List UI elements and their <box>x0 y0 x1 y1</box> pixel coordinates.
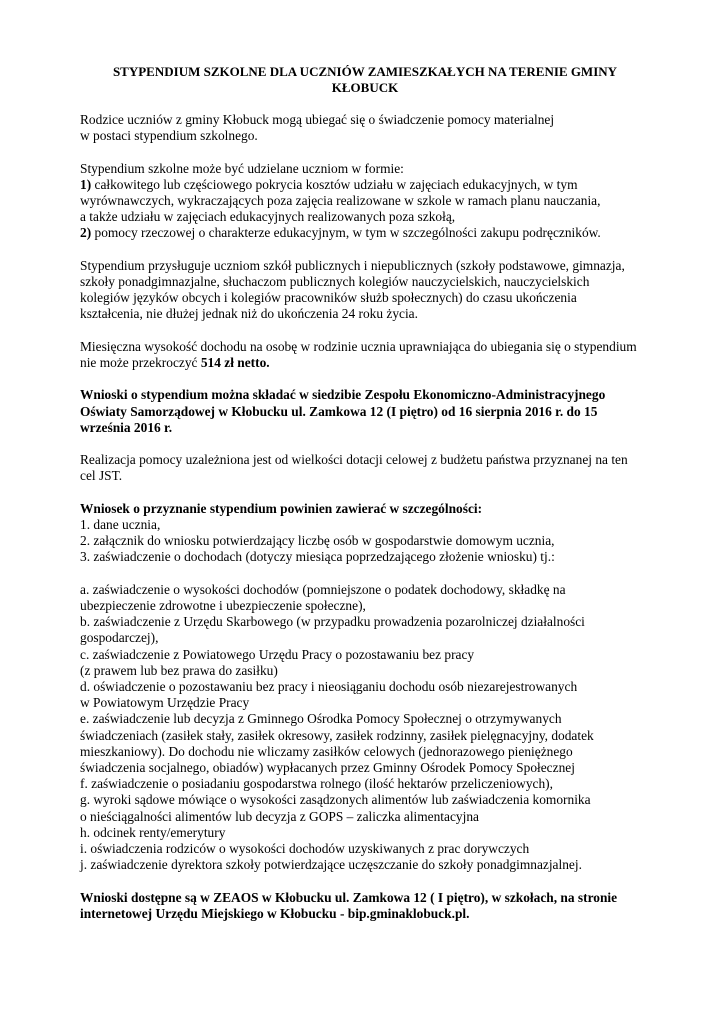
funding-line: Realizacja pomocy uzależniona jest od wielkości dotacji celowej z budżetu państwa przyznanej na ten <box>80 452 628 468</box>
forms-item-2-number: 2) <box>80 225 92 241</box>
documents-list <box>80 582 650 874</box>
eligibility-line: kształcenia, nie dłużej jednak niż do ukończenia 24 roku życia. <box>80 306 418 322</box>
eligibility-line: kolegiów języków obcych i kolegiów pracowników służb społecznych) do czasu ukończenia <box>80 290 577 306</box>
documents-line: d. oświadczenie o pozostawaniu bez pracy i nieosiąganiu dochodu osób niezarejestrowanych <box>80 679 578 694</box>
documents-line: (z prawem lub bez prawa do zasiłku) <box>80 662 278 678</box>
funding-paragraph <box>80 452 650 484</box>
application-item: 3. zaświadczenie o dochodach (dotyczy miesiąca poprzedzającego złożenie wniosku) tj.: <box>80 549 555 565</box>
income-limit-amount: 514 zł netto. <box>200 355 270 370</box>
title-line-2: KŁOBUCK <box>331 80 399 95</box>
application-heading: Wniosek o przyznanie stypendium powinien zawierać w szczególności: <box>80 500 483 516</box>
funding-line: cel JST. <box>80 468 123 484</box>
documents-line: o nieściągalności alimentów lub decyzja z GOPS – zaliczka alimentacyjna <box>80 808 479 824</box>
documents-line: a. zaświadczenie o wysokości dochodów (pomniejszone o podatek dochodowy, składkę na <box>80 581 566 597</box>
documents-line: i. oświadczenia rodziców o wysokości dochodów uzyskiwanych z prac dorywczych <box>80 841 530 857</box>
documents-line: mieszkaniowy). Do dochodu nie wliczamy zasiłków celowych (jednorazowego pieniężnego <box>80 743 573 759</box>
application-item: 2. załącznik do wniosku potwierdzający liczbę osób w gospodarstwie domowym ucznia, <box>80 533 555 549</box>
intro-paragraph <box>80 112 650 144</box>
income-limit-line <box>80 355 650 371</box>
document-page <box>80 64 650 922</box>
documents-line: gospodarczej), <box>80 630 159 646</box>
availability-paragraph <box>80 890 650 922</box>
forms-item-1-cont: a także udziału w zajęciach edukacyjnych realizowanych poza szkołą, <box>80 209 456 225</box>
forms-item-1-text: całkowitego lub częściowego pokrycia kosztów udziału w zajęciach edukacyjnych, w tym <box>91 176 578 192</box>
documents-line: f. zaświadczenie o posiadaniu gospodarstwa rolnego (ilość hektarów przeliczeniowych), <box>80 776 553 792</box>
documents-line: j. zaświadczenie dyrektora szkoły potwierdzające uczęszczanie do szkoły ponadgimnazjalnej. <box>80 857 582 873</box>
documents-line: c. zaświadczenie z Powiatowego Urzędu Pracy o pozostawaniu bez pracy <box>80 646 475 662</box>
forms-paragraph <box>80 161 650 242</box>
documents-line: świadczeniach (zasiłek stały, zasiłek okresowy, zasiłek rodzinny, zasiłek pielęgnacyjny, dodatek <box>80 727 594 743</box>
documents-line: h. odcinek renty/emerytury <box>80 824 226 840</box>
income-limit-text: nie może przekroczyć <box>80 355 201 370</box>
intro-line: w postaci stypendium szkolnego. <box>80 128 258 144</box>
eligibility-paragraph <box>80 258 650 323</box>
forms-heading: Stypendium szkolne może być udzielane uczniom w formie: <box>80 160 404 176</box>
availability-line: internetowej Urzędu Miejskiego w Kłobucku - bip.gminaklobuck.pl. <box>80 905 470 921</box>
forms-item-1-cont: wyrównawczych, wykraczających poza zajęcia realizowane w szkole w ramach planu nauczania, <box>80 193 601 208</box>
application-item: 1. dane ucznia, <box>80 516 161 532</box>
document-title <box>80 64 650 96</box>
submission-line: Oświaty Samorządowej w Kłobucku ul. Zamkowa 12 (I piętro) od 16 sierpnia 2016 r. do 15 <box>80 403 598 419</box>
income-line: Miesięczna wysokość dochodu na osobę w rodzinie ucznia uprawniająca do ubiegania się o stypendium <box>80 338 637 354</box>
forms-item-1 <box>80 177 650 193</box>
forms-item-2-text: pomocy rzeczowej o charakterze edukacyjnym, w tym w szczególności zakupu podręczników. <box>91 225 601 241</box>
documents-line: świadczenia socjalnego, obiadów) wypłacanych przez Gminny Ośrodek Pomocy Społecznej <box>80 760 575 776</box>
forms-item-2 <box>80 225 650 241</box>
documents-line: g. wyroki sądowe mówiące o wysokości zasądzonych alimentów lub zaświadczenia komornika <box>80 792 591 808</box>
intro-line: Rodzice uczniów z gminy Kłobuck mogą ubiegać się o świadczenie pomocy materialnej <box>80 112 555 127</box>
income-paragraph <box>80 339 650 371</box>
documents-line: e. zaświadczenie lub decyzja z Gminnego Ośrodka Pomocy Społecznej o otrzymywanych <box>80 711 562 727</box>
forms-item-1-number: 1) <box>80 176 92 192</box>
availability-line: Wnioski dostępne są w ZEAOS w Kłobucku ul. Zamkowa 12 ( I piętro), w szkołach, na stronie <box>80 889 618 905</box>
application-paragraph <box>80 501 650 566</box>
submission-line: Wnioski o stypendium można składać w siedzibie Zespołu Ekonomiczno-Administracyjnego <box>80 387 606 403</box>
title-line-1: STYPENDIUM SZKOLNE DLA UCZNIÓW ZAMIESZKAŁYCH NA TERENIE GMINY <box>112 64 618 79</box>
eligibility-line: szkoły ponadgimnazjalne, słuchaczom publicznych kolegiów nauczycielskich, nauczycielskich <box>80 274 590 289</box>
documents-line: b. zaświadczenie z Urzędu Skarbowego (w przypadku prowadzenia pozarolniczej działalności <box>80 614 585 630</box>
eligibility-line: Stypendium przysługuje uczniom szkół publicznych i niepublicznych (szkoły podstawowe, gimnazja, <box>80 257 625 273</box>
documents-line: ubezpieczenie zdrowotne i ubezpieczenie społeczne), <box>80 597 366 613</box>
documents-line: w Powiatowym Urzędzie Pracy <box>80 695 250 711</box>
submission-paragraph <box>80 387 650 436</box>
submission-line: września 2016 r. <box>80 419 173 435</box>
